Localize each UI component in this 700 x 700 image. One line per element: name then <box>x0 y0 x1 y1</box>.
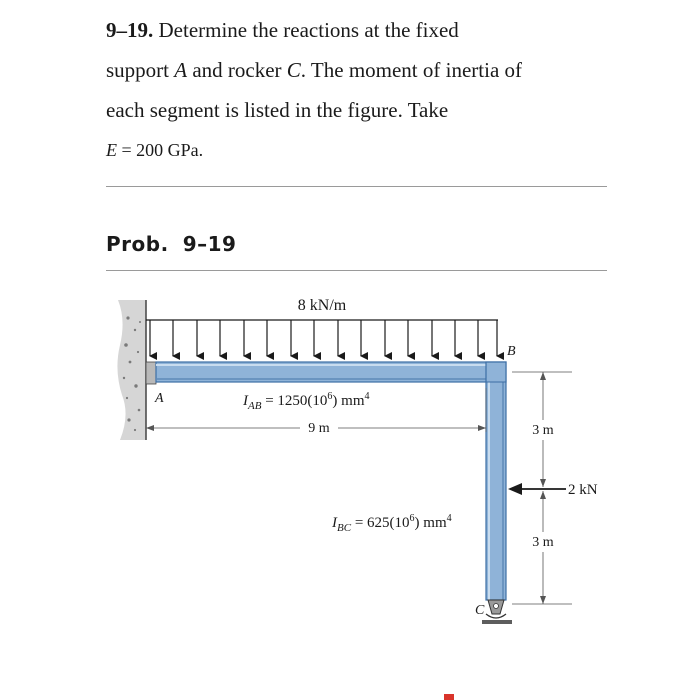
span-ab-label: 9 m <box>308 421 330 436</box>
inertia-value: = 1250(10 <box>261 393 328 409</box>
point-b-label: B <box>507 344 516 359</box>
point-load <box>508 482 598 498</box>
inertia-subscript: BC <box>337 522 352 534</box>
point-c-label: C <box>475 603 485 618</box>
prob-prefix: Prob. <box>106 232 169 256</box>
support-a-symbol: A <box>174 58 188 82</box>
inertia-unit-exponent: 4 <box>446 513 452 524</box>
dim-upper-label: 3 m <box>532 423 554 438</box>
point-load-label: 2 kN <box>568 482 598 498</box>
problem-number: 9–19. <box>106 18 154 42</box>
load-intensity-label: 8 kN/m <box>297 297 347 314</box>
inertia-exponent: 6 <box>409 513 415 524</box>
point-a-label: A <box>155 391 164 406</box>
column-bc <box>486 362 506 600</box>
rocker-support-c <box>482 600 512 624</box>
inertia-unit: ) mm <box>414 515 447 531</box>
modulus-symbol: E <box>106 140 117 160</box>
inertia-symbol: I <box>243 393 248 409</box>
problem-line-3: each segment is listed in the figure. Take <box>106 98 449 122</box>
distributed-load <box>146 297 498 356</box>
problem-text: . The moment of inertia of <box>300 58 523 82</box>
inertia-symbol: I <box>332 515 337 531</box>
problem-text: Determine the reactions at the fixed <box>153 18 459 42</box>
inertia-bc-label <box>331 513 452 534</box>
rocker-c-symbol: C <box>286 58 301 82</box>
accent-mark <box>444 694 454 700</box>
prob-number: 9–19 <box>182 232 237 256</box>
modulus-value: = 200 GPa. <box>117 140 204 160</box>
wall-plate <box>146 362 156 384</box>
inertia-ab-label <box>242 391 370 412</box>
inertia-value: = 625(10 <box>351 515 410 531</box>
problem-text: and rocker <box>187 58 287 82</box>
inertia-exponent: 6 <box>327 391 333 402</box>
dim-lower-label: 3 m <box>532 535 554 550</box>
problem-text: support <box>106 58 175 82</box>
inertia-unit: ) mm <box>332 393 365 409</box>
inertia-unit-exponent: 4 <box>364 391 370 402</box>
inertia-subscript: AB <box>248 400 262 412</box>
beam-ab <box>156 362 506 382</box>
